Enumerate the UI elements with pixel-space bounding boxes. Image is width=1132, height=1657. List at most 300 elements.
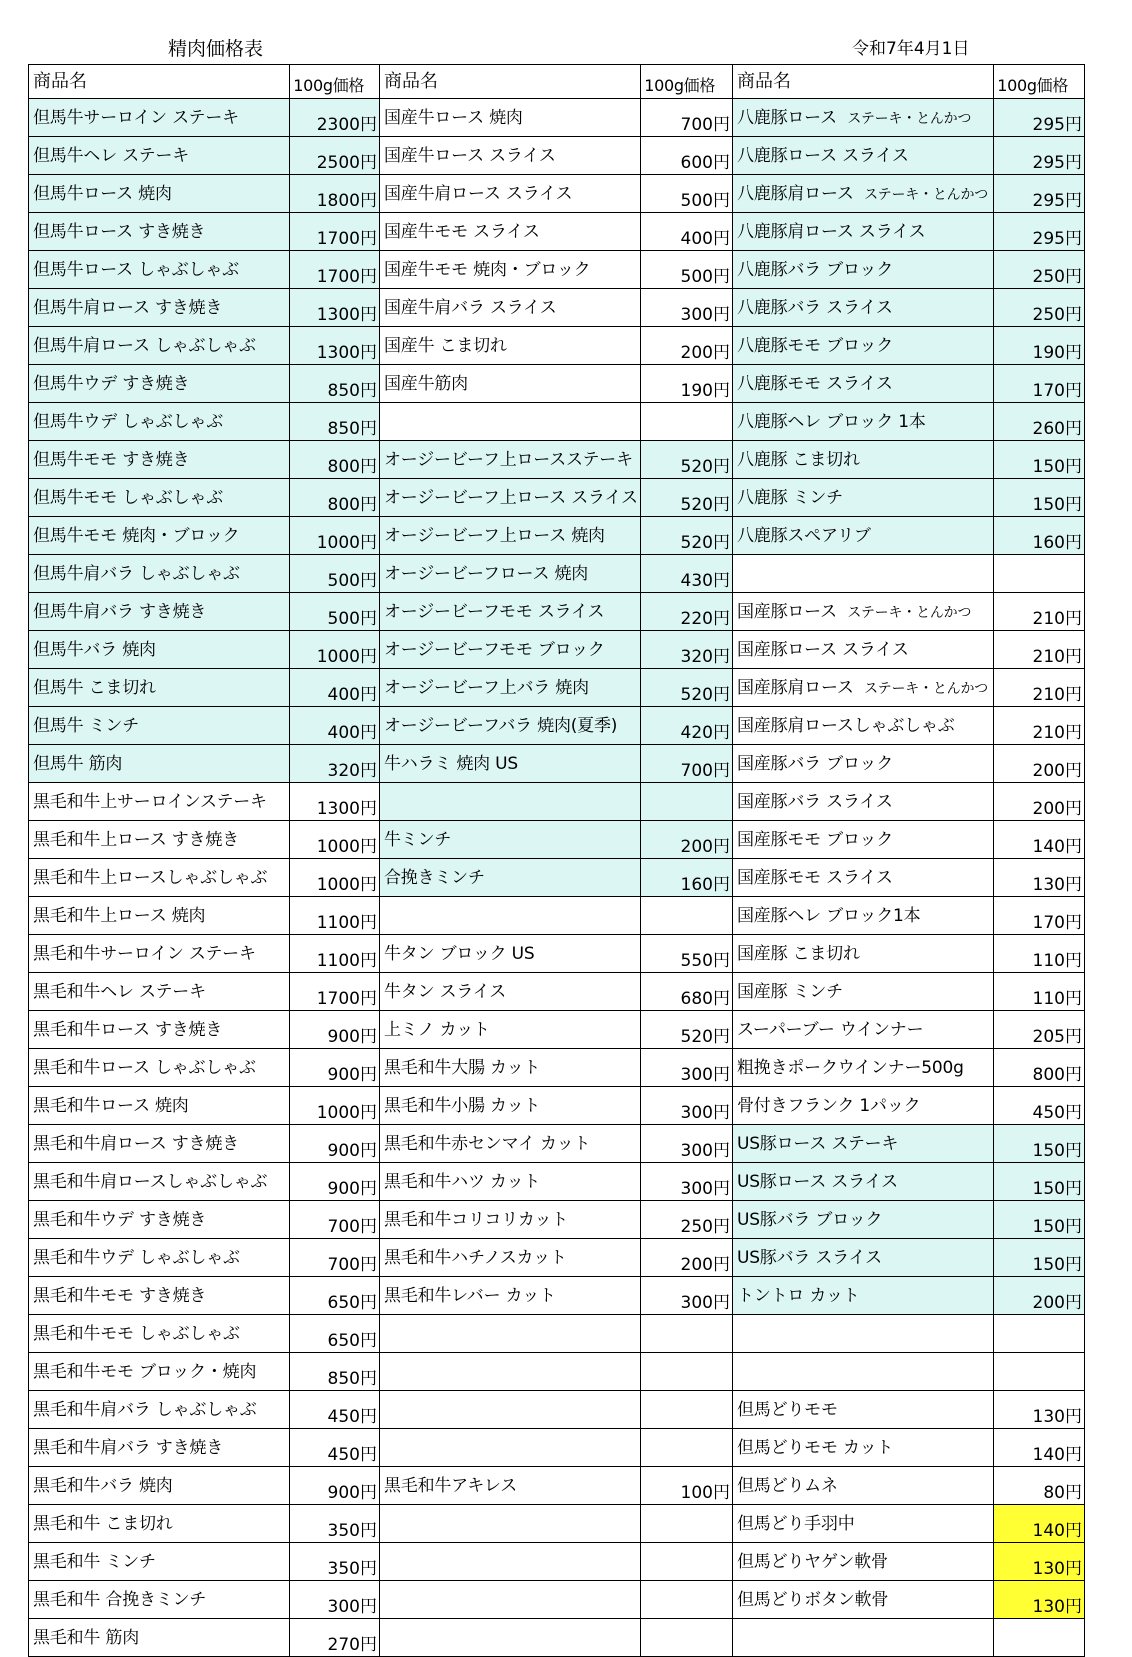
item-name-text: 国産豚バラ ブロック [736,754,894,774]
item-name [29,1391,290,1429]
item-name-text: 黒毛和牛ウデ すき焼き [33,1210,207,1230]
item-name-text: 国産豚モモ スライス [736,868,893,888]
item-name [29,1467,290,1505]
item-name [732,669,993,707]
item-name [732,137,993,175]
item-price: 1000円 [290,631,380,669]
item-name [29,1239,290,1277]
item-price: 400円 [290,669,380,707]
table-row [29,1505,1085,1543]
header-name: 商品名 [29,65,290,99]
item-price: 150円 [994,441,1085,479]
item-name-text: 但馬どりヤゲン軟骨 [736,1552,888,1572]
item-name-text: 但馬牛モモ すき焼き [33,450,190,470]
item-name [379,1467,640,1505]
item-name-text: 但馬牛ウデ しゃぶしゃぶ [33,412,224,432]
item-price: 100円 [641,1467,733,1505]
item-price [994,1619,1085,1657]
item-name [29,859,290,897]
header-price: 100g価格 [290,65,380,99]
item-name-text: US豚バラ ブロック [736,1210,883,1230]
item-name [29,973,290,1011]
item-price: 1100円 [290,897,380,935]
item-name [29,1163,290,1201]
item-name-text: オージービーフ上ロース スライス [383,488,638,508]
item-name [732,213,993,251]
item-name [29,555,290,593]
item-name [29,365,290,403]
table-row [29,517,1085,555]
item-name [379,251,640,289]
item-price: 700円 [641,745,733,783]
item-name-text: 黒毛和牛ロース すき焼き [33,1020,223,1040]
item-name [29,1277,290,1315]
item-name [29,1429,290,1467]
item-name [732,441,993,479]
item-name-text: 国産牛モモ 焼肉・ブロック [383,260,591,280]
item-price: 110円 [994,935,1085,973]
item-name [29,1087,290,1125]
item-price: 140円 [994,1505,1085,1543]
item-price: 200円 [994,1277,1085,1315]
table-row [29,365,1085,403]
item-name [732,327,993,365]
item-price [994,1353,1085,1391]
item-name-text: 黒毛和牛モモ すき焼き [33,1286,207,1306]
item-name-text: 骨付きフランク 1パック [736,1096,921,1116]
item-price: 350円 [290,1505,380,1543]
item-price: 500円 [290,593,380,631]
table-row [29,289,1085,327]
item-price: 210円 [994,631,1085,669]
table-row [29,1125,1085,1163]
item-price: 160円 [641,859,733,897]
item-name-text: 国産豚ロース [736,602,837,622]
item-price: 300円 [641,1277,733,1315]
item-name-text: 八鹿豚モモ ブロック [736,336,894,356]
item-name-text: 国産豚肩ロースしゃぶしゃぶ [736,716,955,736]
item-name-text: 黒毛和牛ウデ しゃぶしゃぶ [33,1248,240,1268]
item-price: 650円 [290,1277,380,1315]
item-name-text: 国産豚バラ スライス [736,792,893,812]
item-name-text: 粗挽きポークウインナー500g [736,1058,964,1078]
item-price: 130円 [994,1391,1085,1429]
table-row [29,1315,1085,1353]
item-price: 680円 [641,973,733,1011]
item-name [732,1277,993,1315]
item-name [732,1125,993,1163]
item-name [732,403,993,441]
item-name [379,973,640,1011]
item-name [379,745,640,783]
table-row [29,859,1085,897]
item-name-text: 牛ハラミ 焼肉 US [383,754,519,774]
item-name [29,441,290,479]
table-row [29,1353,1085,1391]
item-name-text: オージービーフ上ロース 焼肉 [383,526,605,546]
table-row [29,1467,1085,1505]
item-price: 190円 [641,365,733,403]
item-name [29,1315,290,1353]
item-name-text: 国産豚肩ロース [736,678,854,698]
item-price: 600円 [641,137,733,175]
item-name-text: 但馬牛肩バラ しゃぶしゃぶ [33,564,240,584]
item-price [641,1391,733,1429]
item-name-text: スーパーブー ウインナー [736,1020,924,1040]
item-price: 170円 [994,897,1085,935]
item-price: 300円 [641,1163,733,1201]
item-name-text: 牛ミンチ [383,830,452,850]
item-price: 110円 [994,973,1085,1011]
item-price: 150円 [994,479,1085,517]
item-name-text: 但馬牛バラ 焼肉 [33,640,156,660]
item-name-text: 八鹿豚バラ スライス [736,298,893,318]
item-name [29,289,290,327]
item-name-text: 国産牛肩ロース スライス [383,184,573,204]
item-name-text: 但馬牛サーロイン ステーキ [33,108,239,128]
item-price: 350円 [290,1543,380,1581]
item-price: 800円 [290,441,380,479]
item-name-text: 黒毛和牛 こま切れ [33,1514,173,1534]
item-name [732,251,993,289]
item-price [641,1543,733,1581]
item-name-text: US豚ロース スライス [736,1172,898,1192]
item-name-text: オージービーフ上バラ 焼肉 [383,678,589,698]
table-row [29,1049,1085,1087]
item-price: 2500円 [290,137,380,175]
item-name-text: オージービーフ上ロースステーキ [383,450,633,470]
item-price: 150円 [994,1239,1085,1277]
item-price: 1300円 [290,327,380,365]
item-name [732,897,993,935]
item-name-text: オージービーフモモ ブロック [383,640,605,660]
item-price: 190円 [994,327,1085,365]
item-name [732,1201,993,1239]
item-name [29,1049,290,1087]
item-name-text: 黒毛和牛ロース しゃぶしゃぶ [33,1058,256,1078]
item-name [379,175,640,213]
item-price: 300円 [641,1125,733,1163]
item-name [29,1353,290,1391]
item-name-text: 国産牛ロース スライス [383,146,556,166]
item-name-text: 牛タン ブロック US [383,944,535,964]
item-name [732,365,993,403]
item-name [29,631,290,669]
item-name-text: 黒毛和牛上ロース 焼肉 [33,906,206,926]
item-name-text: 黒毛和牛肩ロースしゃぶしゃぶ [33,1172,268,1192]
table-row [29,555,1085,593]
item-price: 300円 [290,1581,380,1619]
item-name-text: 黒毛和牛肩ロース すき焼き [33,1134,239,1154]
item-name [379,593,640,631]
item-name-text: 但馬どりムネ [736,1476,838,1496]
item-name [379,897,640,935]
item-name-text: オージービーフロース 焼肉 [383,564,589,584]
item-name [29,137,290,175]
item-name [29,479,290,517]
date: 令和7年4月1日 [852,39,970,59]
item-name-text: 但馬牛モモ しゃぶしゃぶ [33,488,224,508]
item-name-text: 国産豚 こま切れ [736,944,860,964]
item-name-text: US豚バラ スライス [736,1248,882,1268]
item-name-text: US豚ロース ステーキ [736,1134,899,1154]
item-price [641,1315,733,1353]
item-price: 150円 [994,1163,1085,1201]
item-name-text: 黒毛和牛上サーロインステーキ [33,792,267,812]
item-name [29,897,290,935]
item-name-text: 黒毛和牛バラ 焼肉 [33,1476,173,1496]
item-name [379,859,640,897]
item-price: 295円 [994,213,1085,251]
item-price: 650円 [290,1315,380,1353]
item-name [732,1619,993,1657]
header-row [29,65,1085,99]
item-name-text: 八鹿豚スペアリブ [736,526,871,546]
item-name [379,327,640,365]
item-price: 210円 [994,707,1085,745]
item-note: ステーキ・とんかつ [847,605,972,621]
item-name [732,707,993,745]
table-row [29,1429,1085,1467]
item-name [29,783,290,821]
item-price: 850円 [290,403,380,441]
item-name [732,1467,993,1505]
item-price: 520円 [641,669,733,707]
item-price [641,1505,733,1543]
table-row [29,1543,1085,1581]
item-name-text: 黒毛和牛サーロイン ステーキ [33,944,256,964]
table-row [29,897,1085,935]
item-price: 80円 [994,1467,1085,1505]
table-row [29,1619,1085,1657]
item-price: 130円 [994,859,1085,897]
item-name-text: 国産牛 こま切れ [383,336,507,356]
table-row [29,973,1085,1011]
item-name [732,821,993,859]
item-name-text: 八鹿豚ロース [736,108,837,128]
item-price: 250円 [994,251,1085,289]
item-name [732,1429,993,1467]
item-name-text: 上ミノ カット [383,1020,490,1040]
item-name-text: 八鹿豚ヘレ ブロック 1本 [736,412,926,432]
item-name-text: 黒毛和牛 合挽きミンチ [33,1590,207,1610]
item-name [379,1277,640,1315]
item-price: 900円 [290,1049,380,1087]
item-name-text: 黒毛和牛ハツ カット [383,1172,541,1192]
item-name [29,1505,290,1543]
item-price: 295円 [994,175,1085,213]
item-price: 900円 [290,1125,380,1163]
item-name-text: 但馬牛ロース すき焼き [33,222,206,242]
item-name [379,1315,640,1353]
item-price: 1700円 [290,213,380,251]
item-name-text: 但馬牛モモ 焼肉・ブロック [33,526,240,546]
item-price: 220円 [641,593,733,631]
item-name [732,1543,993,1581]
table-row [29,1277,1085,1315]
item-price: 300円 [641,289,733,327]
item-name [29,517,290,555]
item-name [379,213,640,251]
item-name-text: 黒毛和牛上ロース すき焼き [33,830,239,850]
item-name [29,213,290,251]
table-row [29,1391,1085,1429]
table-row [29,137,1085,175]
item-price: 1000円 [290,859,380,897]
item-name [379,1011,640,1049]
item-price: 270円 [290,1619,380,1657]
item-name-text: 八鹿豚モモ スライス [736,374,893,394]
item-price: 800円 [290,479,380,517]
item-price: 500円 [290,555,380,593]
item-price: 170円 [994,365,1085,403]
item-price: 1800円 [290,175,380,213]
header-price: 100g価格 [641,65,733,99]
item-name [732,783,993,821]
item-price [994,1315,1085,1353]
item-name [379,137,640,175]
item-name [29,707,290,745]
table-body [29,99,1085,1657]
item-name [379,403,640,441]
item-name-text: 八鹿豚 ミンチ [736,488,843,508]
item-name [732,1239,993,1277]
item-name-text: 国産牛モモ スライス [383,222,540,242]
item-name [732,99,993,137]
item-price: 900円 [290,1467,380,1505]
item-price: 800円 [994,1049,1085,1087]
item-price: 1000円 [290,517,380,555]
item-price: 300円 [641,1049,733,1087]
item-name [732,555,993,593]
item-name-text: 但馬牛 筋肉 [33,754,123,774]
item-name-text: トントロ カット [736,1286,860,1306]
table-row [29,1087,1085,1125]
table-row [29,251,1085,289]
header-price: 100g価格 [994,65,1085,99]
item-name [379,441,640,479]
item-name-text: 黒毛和牛 筋肉 [33,1628,140,1648]
item-price: 900円 [290,1163,380,1201]
item-name [379,365,640,403]
item-price [641,1619,733,1657]
item-price: 500円 [641,175,733,213]
item-name-text: 黒毛和牛ハチノスカット [383,1248,567,1268]
item-price: 700円 [290,1239,380,1277]
item-name-text: 但馬牛肩ロース しゃぶしゃぶ [33,336,256,356]
item-name [732,1163,993,1201]
item-name-text: 但馬牛肩ロース すき焼き [33,298,223,318]
item-name-text: 但馬牛肩バラ すき焼き [33,602,207,622]
item-price [641,1429,733,1467]
item-name-text: オージービーフバラ 焼肉(夏季) [383,716,618,736]
item-name-text: 黒毛和牛 ミンチ [33,1552,156,1572]
item-price: 2300円 [290,99,380,137]
item-name-text: 但馬牛 こま切れ [33,678,156,698]
item-price: 1700円 [290,973,380,1011]
item-name-text: 国産牛ロース 焼肉 [383,108,523,128]
item-note: ステーキ・とんかつ [864,681,989,697]
item-name [732,745,993,783]
table-row [29,213,1085,251]
table-row [29,593,1085,631]
item-price: 450円 [290,1391,380,1429]
item-name [29,99,290,137]
item-name-text: 但馬どりモモ [736,1400,838,1420]
item-name-text: 八鹿豚肩ロース [736,184,854,204]
item-name [732,973,993,1011]
table-row [29,707,1085,745]
item-name [732,1505,993,1543]
table-row [29,403,1085,441]
item-name [379,479,640,517]
item-name-text: 国産豚モモ ブロック [736,830,894,850]
item-name [732,935,993,973]
item-price: 520円 [641,517,733,555]
item-price: 200円 [641,821,733,859]
item-price: 150円 [994,1201,1085,1239]
item-price: 700円 [290,1201,380,1239]
table-row [29,935,1085,973]
table-row [29,1201,1085,1239]
item-name-text: 但馬牛ロース 焼肉 [33,184,172,204]
table-row [29,1163,1085,1201]
item-price: 850円 [290,365,380,403]
item-name [379,1391,640,1429]
item-name [29,1543,290,1581]
table-row [29,631,1085,669]
item-price: 550円 [641,935,733,973]
item-name [732,1049,993,1087]
item-name-text: 牛タン スライス [383,982,507,1002]
item-price: 320円 [290,745,380,783]
item-price: 140円 [994,821,1085,859]
item-name [29,1011,290,1049]
item-price: 200円 [994,783,1085,821]
item-name [732,479,993,517]
item-price: 295円 [994,99,1085,137]
item-name [732,175,993,213]
item-name-text: 八鹿豚ロース スライス [736,146,909,166]
table-row [29,783,1085,821]
item-name [379,631,640,669]
item-price: 210円 [994,593,1085,631]
item-price: 1000円 [290,1087,380,1125]
item-name-text: 国産牛筋肉 [383,374,468,394]
table-row [29,669,1085,707]
item-price: 250円 [641,1201,733,1239]
item-name [379,289,640,327]
item-price: 450円 [290,1429,380,1467]
item-name-text: 八鹿豚肩ロース スライス [736,222,926,242]
item-price: 210円 [994,669,1085,707]
table-row [29,479,1085,517]
price-table [28,64,1085,1657]
item-name [732,289,993,327]
item-name [379,821,640,859]
item-name [29,327,290,365]
item-price [994,555,1085,593]
item-name [732,631,993,669]
item-name [732,1391,993,1429]
item-name [29,403,290,441]
item-name-text: 黒毛和牛コリコリカット [383,1210,569,1230]
item-name [29,1619,290,1657]
item-price [641,1353,733,1391]
item-price: 520円 [641,479,733,517]
item-name-text: 国産牛肩バラ スライス [383,298,557,318]
item-price: 520円 [641,1011,733,1049]
